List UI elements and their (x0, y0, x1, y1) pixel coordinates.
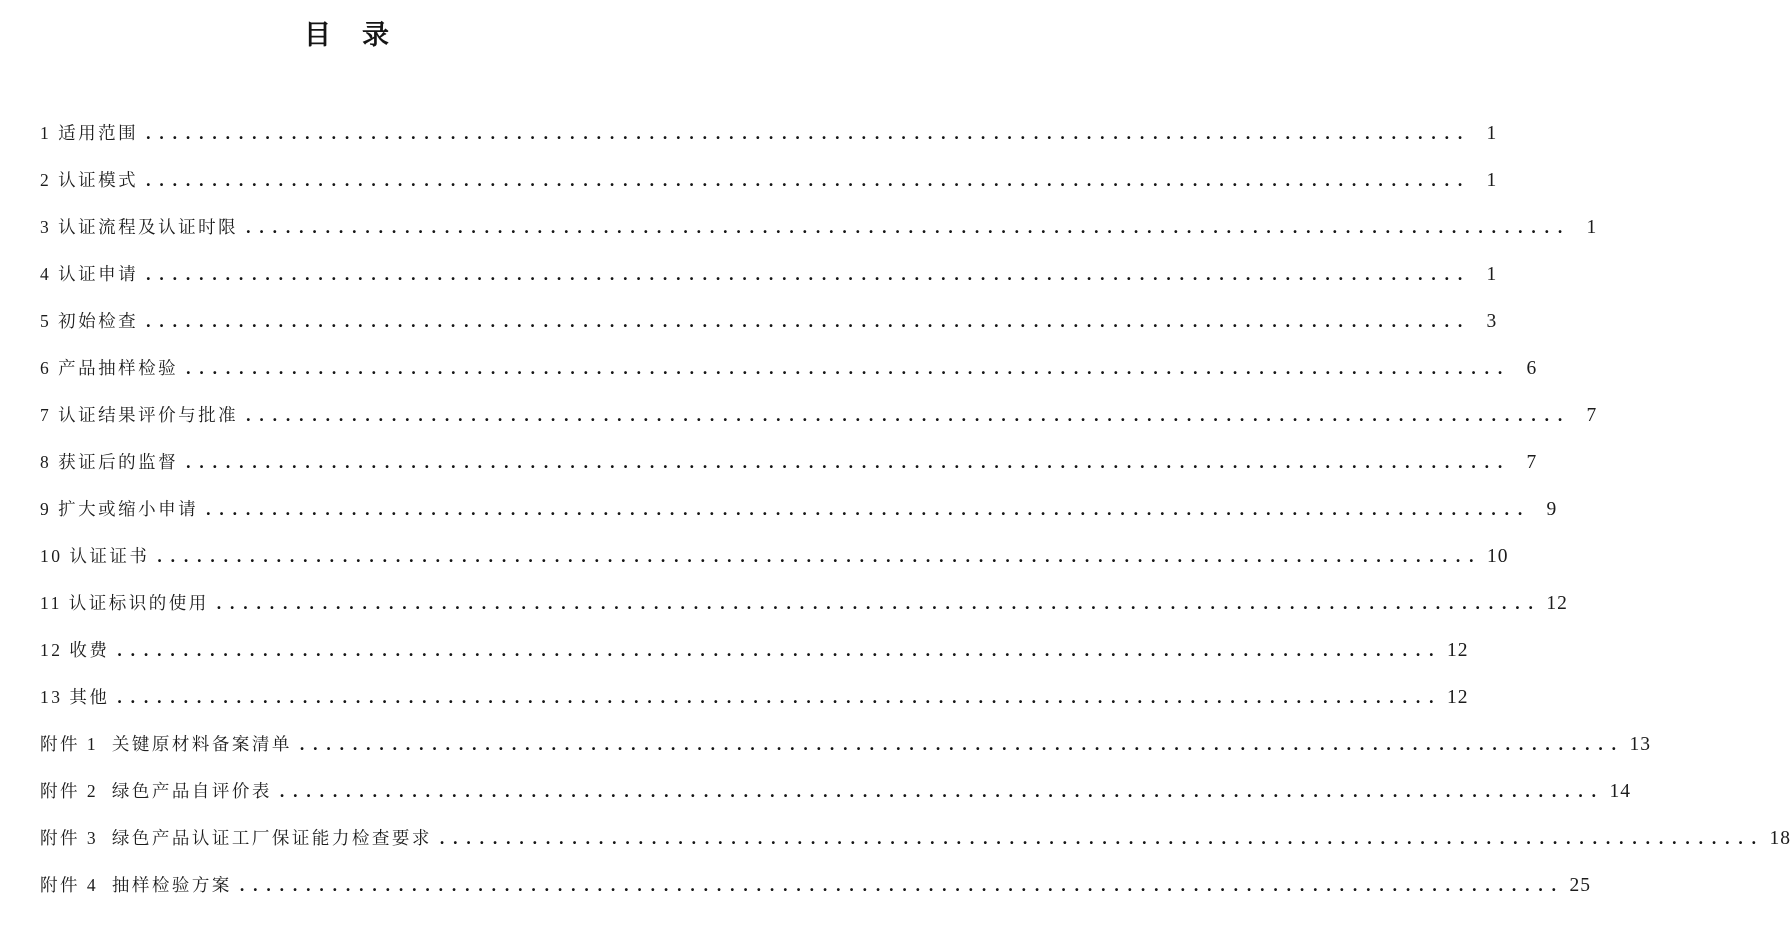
toc-list (40, 110, 1791, 909)
toc-entry (40, 439, 1538, 486)
toc-entry-label: 8 获证后的监督 (40, 452, 179, 472)
toc-entry-page: 14 (1609, 781, 1631, 802)
toc-leader-dots: . . . . . . . . . . . . . . . . . . . . . . . . . . . . . . . . . . . . . . . . . . . . . . . . . . . . . . . . . . . . . . . . . . . . . . . . . . . . . . . . . . . . . . . . . . . . . . . . . . . . (186, 358, 1504, 378)
toc-entry (40, 580, 1568, 627)
toc-entry (40, 862, 1591, 909)
toc-leader-dots: . . . . . . . . . . . . . . . . . . . . . . . . . . . . . . . . . . . . . . . . . . . . . . . . . . . . . . . . . . . . . . . . . . . . . . . . . . . . . . . . . . . . . . . . . . . . . . . . . . . . (439, 828, 1757, 848)
toc-entry-page: 12 (1447, 687, 1469, 708)
toc-entry-label: 4 认证申请 (40, 264, 139, 284)
toc-leader-dots: . . . . . . . . . . . . . . . . . . . . . . . . . . . . . . . . . . . . . . . . . . . . . . . . . . . . . . . . . . . . . . . . . . . . . . . . . . . . . . . . . . . . . . . . . . . . . . . . . . . . (117, 640, 1435, 660)
toc-leader-dots: . . . . . . . . . . . . . . . . . . . . . . . . . . . . . . . . . . . . . . . . . . . . . . . . . . . . . . . . . . . . . . . . . . . . . . . . . . . . . . . . . . . . . . . . . . . . . . . . . . . . (299, 734, 1617, 754)
toc-leader-dots: . . . . . . . . . . . . . . . . . . . . . . . . . . . . . . . . . . . . . . . . . . . . . . . . . . . . . . . . . . . . . . . . . . . . . . . . . . . . . . . . . . . . . . . . . . . . . . . . . . . . (146, 311, 1464, 331)
toc-entry-page: 12 (1546, 593, 1568, 614)
toc-entry-page: 1 (1486, 264, 1498, 285)
toc-entry (40, 768, 1631, 815)
toc-entry (40, 627, 1469, 674)
toc-leader-dots: . . . . . . . . . . . . . . . . . . . . . . . . . . . . . . . . . . . . . . . . . . . . . . . . . . . . . . . . . . . . . . . . . . . . . . . . . . . . . . . . . . . . . . . . . . . . . . . . . . . . (239, 875, 1557, 895)
toc-entry (40, 110, 1498, 157)
toc-entry-label: 3 认证流程及认证时限 (40, 217, 239, 237)
toc-entry-page: 13 (1629, 734, 1651, 755)
toc-entry-page: 7 (1586, 405, 1598, 426)
toc-entry (40, 298, 1498, 345)
toc-entry (40, 345, 1538, 392)
toc-leader-dots: . . . . . . . . . . . . . . . . . . . . . . . . . . . . . . . . . . . . . . . . . . . . . . . . . . . . . . . . . . . . . . . . . . . . . . . . . . . . . . . . . . . . . . . . . . . . . . . . . . . . (246, 405, 1564, 425)
toc-entry-label: 5 初始检查 (40, 311, 139, 331)
toc-entry (40, 392, 1598, 439)
toc-entry-label: 附件 2 绿色产品自评价表 (40, 781, 272, 801)
toc-entry-label: 12 收费 (40, 640, 110, 660)
toc-entry-page: 3 (1486, 311, 1498, 332)
toc-entry (40, 157, 1498, 204)
toc-entry-page: 1 (1486, 170, 1498, 191)
toc-entry-label: 11 认证标识的使用 (40, 593, 209, 613)
toc-entry-page: 1 (1486, 123, 1498, 144)
toc-leader-dots: . . . . . . . . . . . . . . . . . . . . . . . . . . . . . . . . . . . . . . . . . . . . . . . . . . . . . . . . . . . . . . . . . . . . . . . . . . . . . . . . . . . . . . . . . . . . . . . . . . . . (206, 499, 1524, 519)
toc-entry-page: 6 (1526, 358, 1538, 379)
toc-entry-label: 附件 1 关键原材料备案清单 (40, 734, 292, 754)
toc-leader-dots: . . . . . . . . . . . . . . . . . . . . . . . . . . . . . . . . . . . . . . . . . . . . . . . . . . . . . . . . . . . . . . . . . . . . . . . . . . . . . . . . . . . . . . . . . . . . . . . . . . . . (146, 123, 1464, 143)
toc-entry-label: 6 产品抽样检验 (40, 358, 179, 378)
toc-leader-dots: . . . . . . . . . . . . . . . . . . . . . . . . . . . . . . . . . . . . . . . . . . . . . . . . . . . . . . . . . . . . . . . . . . . . . . . . . . . . . . . . . . . . . . . . . . . . . . . . . . . . (157, 546, 1475, 566)
toc-entry (40, 815, 1791, 862)
toc-entry (40, 721, 1651, 768)
toc-entry-page: 12 (1447, 640, 1469, 661)
toc-leader-dots: . . . . . . . . . . . . . . . . . . . . . . . . . . . . . . . . . . . . . . . . . . . . . . . . . . . . . . . . . . . . . . . . . . . . . . . . . . . . . . . . . . . . . . . . . . . . . . . . . . . . (246, 217, 1564, 237)
toc-entry-page: 1 (1586, 217, 1598, 238)
toc-entry-page: 9 (1546, 499, 1558, 520)
toc-entry-page: 10 (1487, 546, 1509, 567)
toc-entry (40, 533, 1509, 580)
toc-leader-dots: . . . . . . . . . . . . . . . . . . . . . . . . . . . . . . . . . . . . . . . . . . . . . . . . . . . . . . . . . . . . . . . . . . . . . . . . . . . . . . . . . . . . . . . . . . . . . . . . . . . . (279, 781, 1597, 801)
page-title: 目 录 (304, 20, 391, 50)
toc-leader-dots: . . . . . . . . . . . . . . . . . . . . . . . . . . . . . . . . . . . . . . . . . . . . . . . . . . . . . . . . . . . . . . . . . . . . . . . . . . . . . . . . . . . . . . . . . . . . . . . . . . . . (117, 687, 1435, 707)
toc-entry (40, 204, 1598, 251)
toc-entry (40, 251, 1498, 298)
toc-leader-dots: . . . . . . . . . . . . . . . . . . . . . . . . . . . . . . . . . . . . . . . . . . . . . . . . . . . . . . . . . . . . . . . . . . . . . . . . . . . . . . . . . . . . . . . . . . . . . . . . . . . . (146, 170, 1464, 190)
toc-entry (40, 674, 1469, 721)
toc-entry-label: 附件 4 抽样检验方案 (40, 875, 232, 895)
toc-entry (40, 486, 1558, 533)
toc-entry-page: 7 (1526, 452, 1538, 473)
toc-entry-label: 2 认证模式 (40, 170, 139, 190)
toc-leader-dots: . . . . . . . . . . . . . . . . . . . . . . . . . . . . . . . . . . . . . . . . . . . . . . . . . . . . . . . . . . . . . . . . . . . . . . . . . . . . . . . . . . . . . . . . . . . . . . . . . . . . (146, 264, 1464, 284)
toc-entry-label: 1 适用范围 (40, 123, 139, 143)
toc-entry-page: 25 (1569, 875, 1591, 896)
toc-leader-dots: . . . . . . . . . . . . . . . . . . . . . . . . . . . . . . . . . . . . . . . . . . . . . . . . . . . . . . . . . . . . . . . . . . . . . . . . . . . . . . . . . . . . . . . . . . . . . . . . . . . . (216, 593, 1534, 613)
toc-entry-label: 附件 3 绿色产品认证工厂保证能力检查要求 (40, 828, 432, 848)
toc-leader-dots: . . . . . . . . . . . . . . . . . . . . . . . . . . . . . . . . . . . . . . . . . . . . . . . . . . . . . . . . . . . . . . . . . . . . . . . . . . . . . . . . . . . . . . . . . . . . . . . . . . . . (186, 452, 1504, 472)
toc-entry-label: 10 认证证书 (40, 546, 150, 566)
toc-entry-label: 9 扩大或缩小申请 (40, 499, 199, 519)
toc-entry-page: 18 (1769, 828, 1791, 849)
toc-entry-label: 7 认证结果评价与批准 (40, 405, 239, 425)
toc-entry-label: 13 其他 (40, 687, 110, 707)
